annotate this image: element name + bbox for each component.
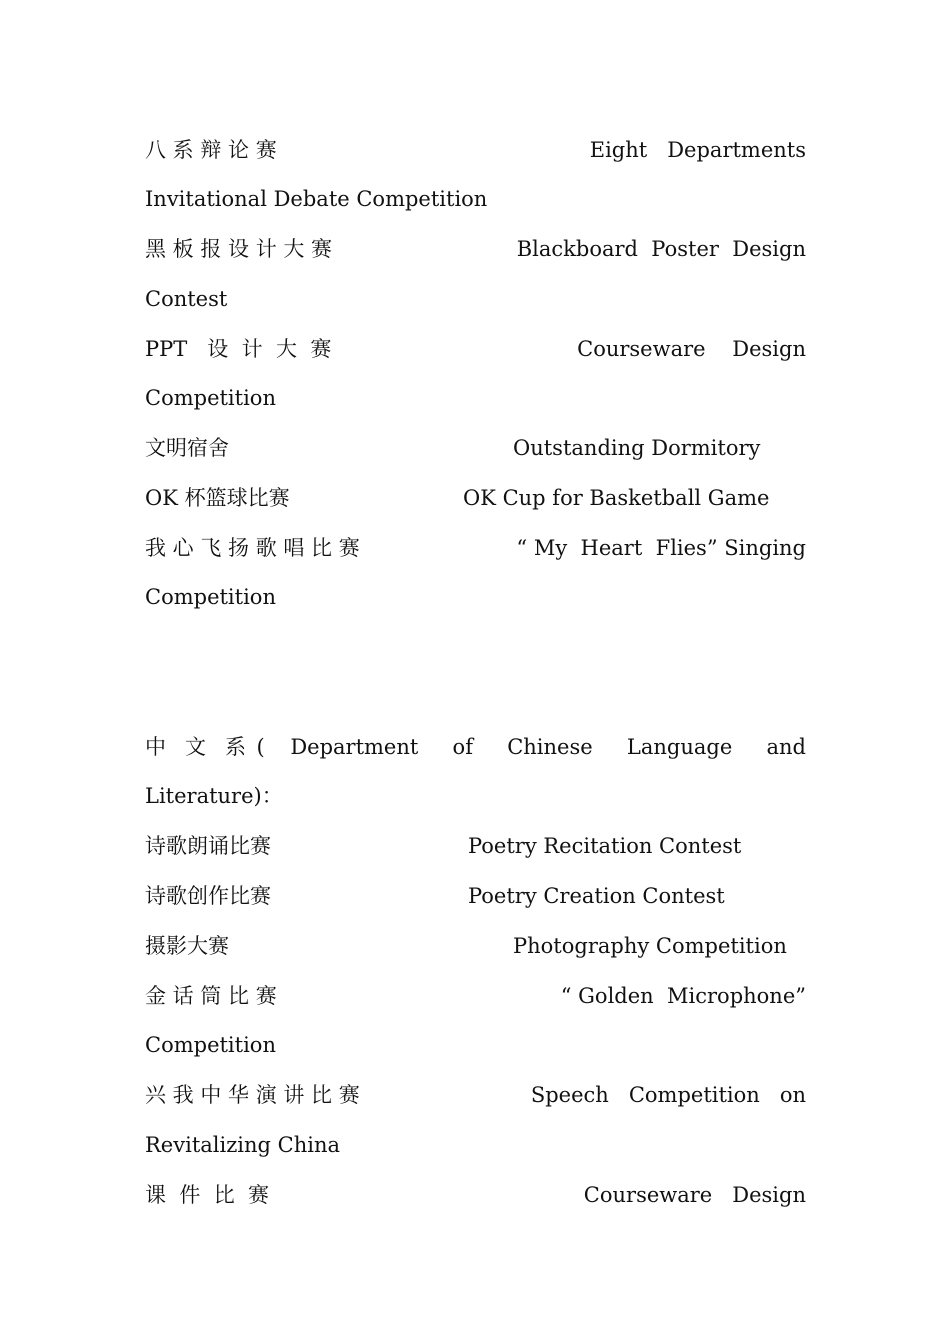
- entry-en: OK Cup for Basketball Game: [463, 486, 770, 510]
- entry-singing-cont: [145, 582, 806, 612]
- entry-en-continued: Revitalizing China: [145, 1133, 340, 1157]
- entry-blackboard-cont: [145, 284, 806, 314]
- entry-en: Courseware Design: [577, 337, 806, 361]
- entry-singing: [145, 533, 806, 563]
- entry-speech-cont: [145, 1130, 806, 1160]
- entry-zh: 我 心 飞 扬 歌 唱 比 赛: [145, 536, 360, 560]
- entry-blackboard: [145, 234, 806, 264]
- entry-debate-cont: [145, 184, 806, 214]
- entry-zh: 文明宿舍: [145, 436, 229, 460]
- entry-ppt-cont: [145, 383, 806, 413]
- entry-en-continued: Contest: [145, 287, 228, 311]
- entry-zh: 金 话 筒 比 赛: [145, 984, 277, 1008]
- entry-en-continued: Invitational Debate Competition: [145, 187, 488, 211]
- entry-en: Photography Competition: [513, 934, 787, 958]
- entry-microphone: [145, 981, 806, 1011]
- section-heading: [145, 732, 806, 762]
- entry-en-continued: Competition: [145, 386, 276, 410]
- entry-en: Outstanding Dormitory: [513, 436, 761, 460]
- entry-zh: OK 杯篮球比赛: [145, 486, 290, 510]
- entry-zh: 摄影大赛: [145, 934, 229, 958]
- entry-en: Speech Competition on: [530, 1083, 806, 1107]
- section-heading-cont: [145, 781, 806, 811]
- entry-basketball: [145, 483, 806, 513]
- entry-zh: 诗歌创作比赛: [145, 884, 271, 908]
- entry-zh: 课 件 比 赛: [145, 1183, 270, 1207]
- entry-speech: [145, 1080, 806, 1110]
- entry-en: Poetry Creation Contest: [468, 884, 725, 908]
- entry-courseware: [145, 1180, 806, 1210]
- entry-en: Blackboard Poster Design: [516, 237, 806, 261]
- entry-zh: 兴 我 中 华 演 讲 比 赛: [145, 1083, 360, 1107]
- entry-microphone-cont: [145, 1030, 806, 1060]
- entry-en-continued: Competition: [145, 585, 276, 609]
- entry-photography: [145, 931, 806, 961]
- entry-debate: [145, 135, 806, 165]
- entry-en: Courseware Design: [583, 1183, 806, 1207]
- entry-en-continued: Competition: [145, 1033, 276, 1057]
- entry-en: “ My Heart Flies” Singing: [516, 536, 806, 560]
- entry-zh: 黑 板 报 设 计 大 赛: [145, 237, 333, 261]
- entry-en: Eight Departments: [589, 138, 806, 162]
- department-heading: 中 文 系 ( Department of Chinese Language and: [145, 735, 806, 759]
- entry-en: Poetry Recitation Contest: [468, 834, 742, 858]
- entry-poetry-recitation: [145, 831, 806, 861]
- entry-zh: PPT 设 计 大 赛: [145, 337, 332, 361]
- entry-dormitory: [145, 433, 806, 463]
- entry-zh: 八 系 辩 论 赛: [145, 138, 277, 162]
- entry-poetry-creation: [145, 881, 806, 911]
- entry-zh: 诗歌朗诵比赛: [145, 834, 271, 858]
- entry-ppt: [145, 334, 806, 364]
- department-heading-continued: Literature)：: [145, 784, 283, 808]
- entry-en: “ Golden Microphone”: [560, 984, 806, 1008]
